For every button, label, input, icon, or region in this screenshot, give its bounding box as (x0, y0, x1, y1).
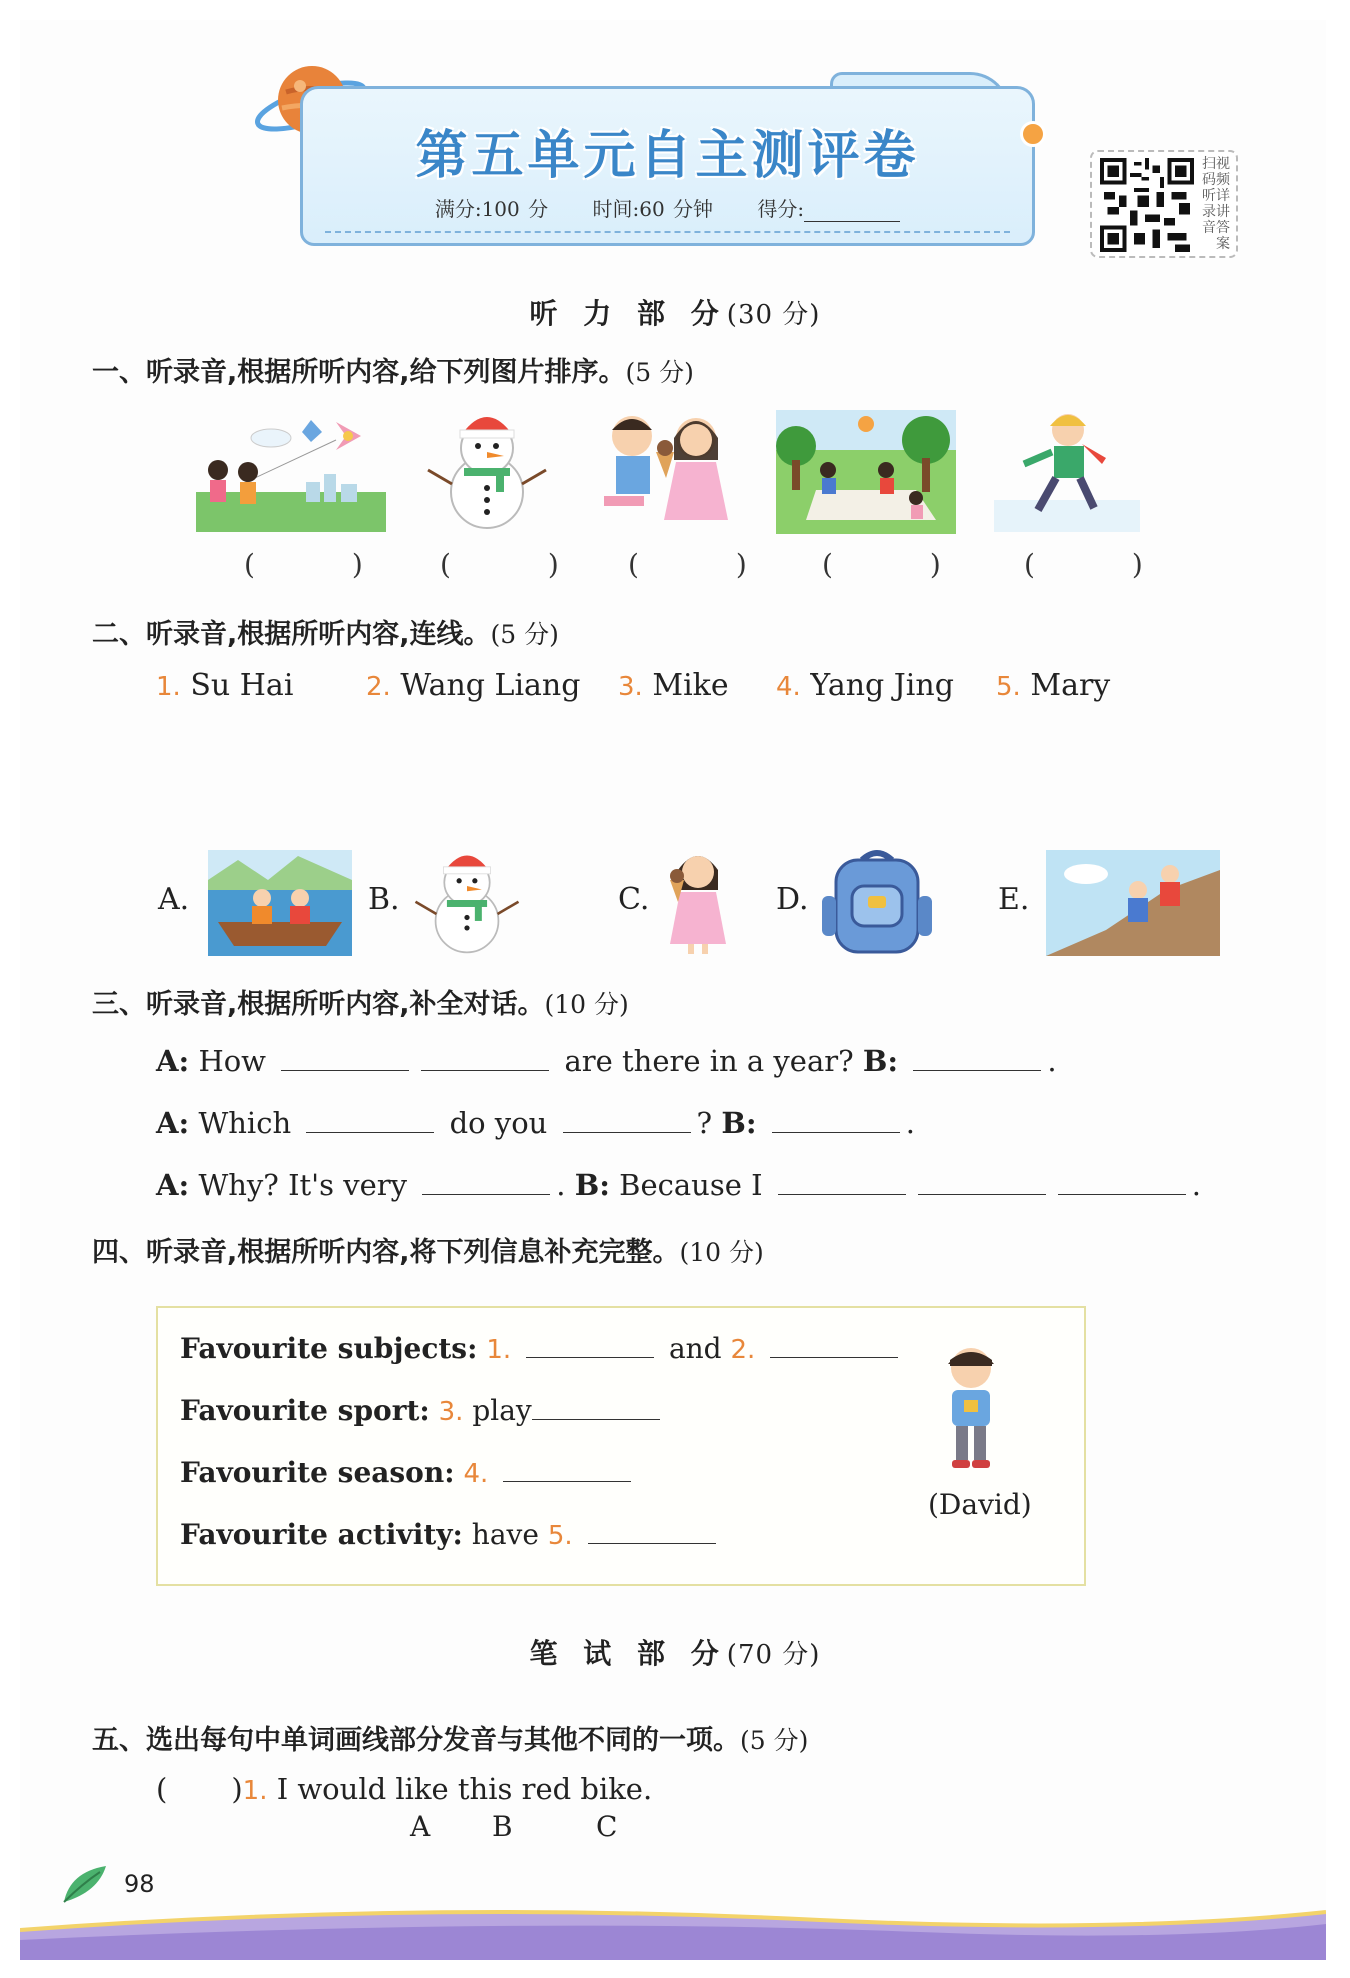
q1-answer-bracket-5[interactable]: ( ) (1024, 548, 1187, 581)
dialogue-line-2: A: Which do you ? B: . (156, 1106, 915, 1140)
name-item-4[interactable]: 4. Yang Jing (776, 668, 954, 703)
banner-dot (1020, 121, 1046, 147)
answer-blank[interactable] (306, 1109, 434, 1133)
answer-blank[interactable] (526, 1334, 654, 1358)
q4-title: 四、听录音,根据所听内容,将下列信息补充完整。(10 分) (92, 1237, 764, 1268)
answer-blank[interactable] (1058, 1171, 1186, 1195)
answer-blank[interactable] (281, 1047, 409, 1071)
banner-divider (325, 231, 1010, 233)
name-item-5[interactable]: 5. Mary (996, 668, 1111, 703)
choice-b[interactable]: B (492, 1810, 513, 1843)
info-row-subjects: Favourite subjects: 1. and 2. (180, 1332, 904, 1365)
name-item-1[interactable]: 1. Su Hai (156, 668, 294, 703)
exam-meta (303, 193, 1032, 222)
kids-rowing-boat-picture[interactable] (208, 850, 352, 956)
answer-blank[interactable] (913, 1047, 1041, 1071)
name-item-3[interactable]: 3. Mike (618, 668, 729, 703)
answer-blank[interactable] (772, 1109, 900, 1133)
qr-caption: 扫码听录音视频详讲答案 (1202, 156, 1230, 252)
snowman-picture (424, 404, 550, 532)
kids-climbing-mountain-picture[interactable] (1046, 850, 1220, 956)
listening-section-title: 听 力 部 分(30 分) (529, 297, 821, 330)
q1-answer-bracket-4[interactable]: ( ) (822, 548, 985, 581)
option-b-label: B. (368, 882, 400, 917)
snowman-option-picture[interactable] (412, 844, 522, 956)
answer-blank[interactable] (770, 1334, 898, 1358)
qr-code-icon[interactable] (1100, 158, 1194, 252)
time-limit: 时间:60 分钟 (592, 197, 714, 221)
name-item-2[interactable]: 2. Wang Liang (366, 668, 581, 703)
qr-code-box[interactable] (1090, 150, 1238, 258)
q5-title: 五、选出每句中单词画线部分发音与其他不同的一项。(5 分) (92, 1725, 809, 1756)
answer-blank[interactable] (422, 1171, 550, 1195)
q5-item-1: ( )1. I would like this red bike. (156, 1772, 653, 1806)
kids-flying-kite-picture (196, 412, 386, 532)
family-picnic-picture (776, 410, 956, 534)
q2-title: 二、听录音,根据所听内容,连线。(5 分) (92, 619, 559, 650)
q1-answer-bracket-1[interactable]: ( ) (244, 548, 407, 581)
girl-with-ice-cream-picture[interactable] (666, 846, 730, 956)
choice-c[interactable]: C (596, 1810, 618, 1843)
page-number: 98 (124, 1870, 155, 1898)
answer-blank[interactable] (588, 1520, 716, 1544)
header-banner (300, 86, 1035, 246)
dialogue-line-1: A: How are there in a year? B: . (156, 1044, 1057, 1078)
school-bag-picture[interactable] (822, 846, 932, 956)
david-info-box (156, 1306, 1086, 1586)
option-c-label: C. (618, 882, 650, 917)
footer-wave-decoration (20, 1890, 1326, 1960)
option-a-label: A. (158, 882, 190, 917)
info-row-activity: Favourite activity: have 5. (180, 1518, 722, 1551)
info-row-season: Favourite season: 4. (180, 1456, 637, 1489)
david-boy-picture (936, 1338, 1006, 1474)
q1-answer-bracket-2[interactable]: ( ) (440, 548, 603, 581)
dialogue-line-3: A: Why? It's very . B: Because I . (156, 1168, 1201, 1202)
writing-section-title: 笔 试 部 分(70 分) (529, 1637, 821, 1670)
q3-title: 三、听录音,根据所听内容,补全对话。(10 分) (92, 989, 629, 1020)
answer-blank[interactable] (532, 1396, 660, 1420)
answer-bracket[interactable]: ( ) (156, 1772, 243, 1806)
q1-answer-bracket-3[interactable]: ( ) (628, 548, 791, 581)
david-caption: (David) (928, 1488, 1032, 1521)
full-score: 满分:100 分 (434, 197, 549, 221)
kids-eating-ice-cream-picture (596, 408, 736, 532)
page-title: 第五单元自主测评卷 (415, 126, 920, 186)
answer-blank[interactable] (421, 1047, 549, 1071)
q1-title: 一、听录音,根据所听内容,给下列图片排序。(5 分) (92, 357, 694, 388)
answer-blank[interactable] (563, 1109, 691, 1133)
answer-blank[interactable] (778, 1171, 906, 1195)
info-row-sport: Favourite sport: 3. play (180, 1394, 666, 1427)
option-e-label: E. (998, 882, 1030, 917)
score-field: 得分: (757, 197, 900, 221)
child-skating-picture (994, 404, 1140, 532)
answer-blank[interactable] (503, 1458, 631, 1482)
answer-blank[interactable] (918, 1171, 1046, 1195)
option-d-label: D. (776, 882, 809, 917)
choice-a[interactable]: A (410, 1810, 431, 1843)
